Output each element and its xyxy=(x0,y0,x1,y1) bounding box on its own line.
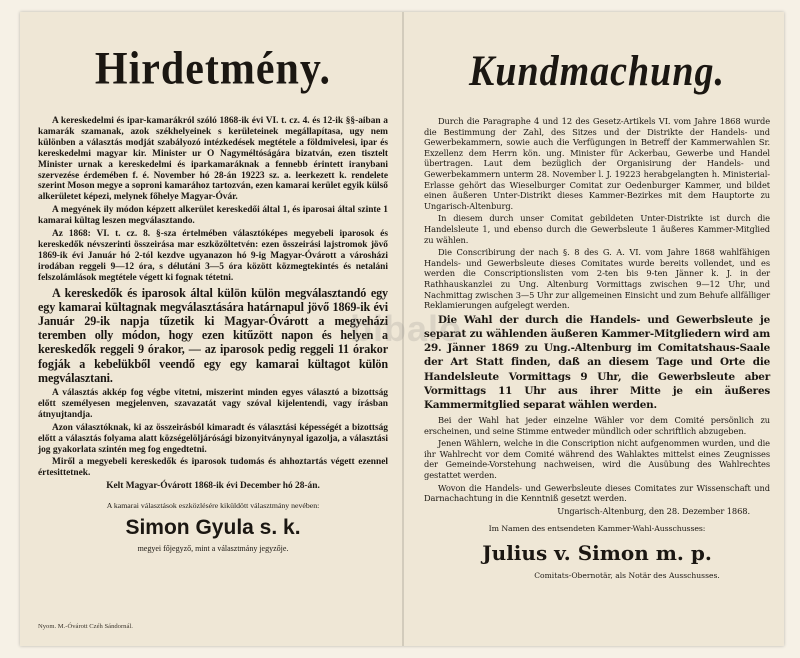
hungarian-title: Hirdetmény. xyxy=(94,43,332,95)
german-paragraph: Bei der Wahl hat jeder einzelne Wähler vor dem Comité persönlich zu erscheinen, und seine Stimme entweder mündlich oder schriftlich abzugeben. xyxy=(424,415,770,436)
german-title: Kundmachung. xyxy=(469,46,725,96)
hungarian-election-announcement: A kereskedők és iparosok által külön külön megválasztandó egy egy kamarai kültagnak megválasztására határnapul jövő 1869-ik évi Január 29-ik napja tűzetik ki Magyar-Óvárott a megyeházi teremben olly módon, hogy ezen kitűzött napon és helyen a kereskedők reggeli 9 órakor, — az iparosok pedig reggeli 11 órakor fogják a kebelükből veendő egy egy kamarai kültagot külön megválasztani. xyxy=(38,285,388,385)
hungarian-paragraph: Azon választóknak, ki az összeirásból kimaradt és választási képességét a bizottság előtt a választás folyama alatt községelöljárósági bizonyitványnyal igazolja, a választási jog gyakorlata szintén meg fog engedtetni. xyxy=(38,422,388,455)
hungarian-dateline: Kelt Magyar-Óvárott 1868-ik évi December hó 28-án. xyxy=(106,481,320,492)
german-paragraph: Die Conscribirung der nach §. 8 des G. A. VI. vom Jahre 1868 wahlfähigen Handels- und Gewerbsleute dieses Comitates wurde bereits vollendet, und es werden die Conscriptionslisten vom 2-ten bis 9-ten Jänner k. J. in der Rathhauskanzlei zu Ung. Altenburg Vormittags zwischen 9—12 Uhr, und Nachmittag zwischen 3—5 Uhr zur allgemeinen Einsicht und zum Behufe allfälliger Reklamierungen aufgelegt werden. xyxy=(424,247,770,311)
hungarian-signature-note: A kamarai választások eszközlésére kiküldött választmány nevében: xyxy=(106,501,320,511)
hungarian-paragraph: A választás akkép fog végbe vitetni, miszerint minden egyes választó a bizottság előtt személyesen megjelenven, szavazatát vagy szóval kijelentendi, vagy írásban átnyujtandja. xyxy=(38,388,388,420)
german-column xyxy=(402,12,784,646)
german-signature-role: Comitats-Obernotär, als Notär des Ausschusses. xyxy=(534,571,720,581)
german-paragraph: Jenen Wählern, welche in die Conscription nicht aufgenommen wurden, und die ihr Wahlrecht vor dem Comité während des Wahlaktes mittelst eines Zeugnisses der Gemeinde-Vorstehung nachweisen, wird die Ausübung des Wahlrechtes gestattet werden. xyxy=(424,438,770,481)
hungarian-signature-role: megyei főjegyző, mint a választmány jegyzője. xyxy=(137,544,289,554)
german-signature-note: Im Namen des entsendeten Kammer-Wahl-Ausschusses: xyxy=(488,524,706,534)
german-paragraph: Wovon die Handels- und Gewerbsleute dieses Comitates zur Wissenschaft und Darnachachtung in die Kenntniß gesetzt werden. xyxy=(424,482,770,504)
hungarian-signature: Simon Gyula s. k. xyxy=(125,516,301,540)
poster-sheet xyxy=(20,12,784,646)
german-dateline: Ungarisch-Altenburg, den 28. Dezember 1868. xyxy=(557,505,750,516)
german-election-announcement: Die Wahl der durch die Handels- und Gewerbsleute je separat zu wählenden äußeren Kammer-Mitgliedern wird am 29. Jänner 1869 zu Ung.-Altenburg im Comitatshaus-Saale der Art Statt finden, daß an diesem Tage und Orte die Handelsleute Vormittags 9 Uhr, die Gewerbsleute aber Vormittags 11 Uhr aus ihrer Mitte je ein äußeres Kammermitglied separat wählen werden. xyxy=(424,313,770,411)
hungarian-paragraph: A megyének ily módon képzett alkerület kereskedői által 1, és iparosai által szinte 1 kamarai kültag leszen megválasztando. xyxy=(38,205,388,227)
hungarian-paragraph: A kereskedelmi és ipar-kamarákról szóló 1868-ik évi VI. t. cz. 4. és 12-ik §§-aiban a kamarák szamanak, azok székhelyeinek s kerületeinek megállapítasa, ugy nem különben a választás modját szabályozó intézkedések megtétele a földmivelesi, ipar és kereskedelmi magyar kir. Minister ur O Nagyméltóságára bizatván, ezen tisztelt Minister urnak a kereskedelmi és iparkamaráknak a fennebb érintett iranybani szervezése érdemében f. é. November hó 28-án 19223 sz. a. leerkezett k. rendelete szerint Moson megye a soproni kamarához tartozván, ezen kamarai kerület egyik külső alkerületet képezi, melynek főhelye Magyar-Óvár. xyxy=(38,116,388,203)
printer-imprint: Nyom. M.-Óvárott Czéh Sándornál. xyxy=(38,623,133,630)
hungarian-column xyxy=(20,12,402,646)
german-paragraph: In diesem durch unser Comitat gebildeten Unter-Distrikte ist durch die Handelsleute 1, und ebenso durch die Gewerbsleute 1 äußeres Kammer-Mitglied zu wählen. xyxy=(424,213,770,245)
hungarian-paragraph: Miről a megyebeli kereskedők és iparosok tudomás és ahhoztartás végett ezennel értesittetnek. xyxy=(38,457,388,479)
watermark: bibalo xyxy=(350,308,462,349)
german-paragraph: Durch die Paragraphe 4 und 12 des Gesetz-Artikels VI. vom Jahre 1868 wurde die Bestimmung der Zahl, des Sitzes und der Distrikte der Handels- und Gewerbekammern, sowie auch die Verfügungen in Betreff der Kammerwahlen Sr. Exzellenz dem Herrn kön. ung. Minister für Ackerbau, Gewerbe und Handel übertragen. Laut dem bezüglich der Organisirung der Handels- und Gewerbekammern unterm 28. November l. J. 19223 herabgelangten h. Ministerial-Erlasse gehört das Wieselburger Comitat zur Oedenburger Kammer, und bildet einen äußeren Unter-Distrikt dieses Kammer-Bezirkes mit dem Hauptorte zu Ungarisch-Altenburg. xyxy=(424,116,770,211)
hungarian-paragraph: Az 1868: VI. t. cz. 8. §-sza értelmében választóképes megyebeli iparosok és kereskedők névszerinti összeirása mar eszközöltetvén: ezen összeirási lajstromok jövő 1869-ik évi Január hó 2-tól kezdve ugyanazon hó 9-ig Magyar-Óvárott a városházi irodában reggeli 9—12 óra, s délutáni 3—5 óra között közmegtekintés és netaláni felszolámlások megtétele végett ki fognak tétetni. xyxy=(38,229,388,283)
german-signature: Julius v. Simon m. p. xyxy=(482,541,712,566)
